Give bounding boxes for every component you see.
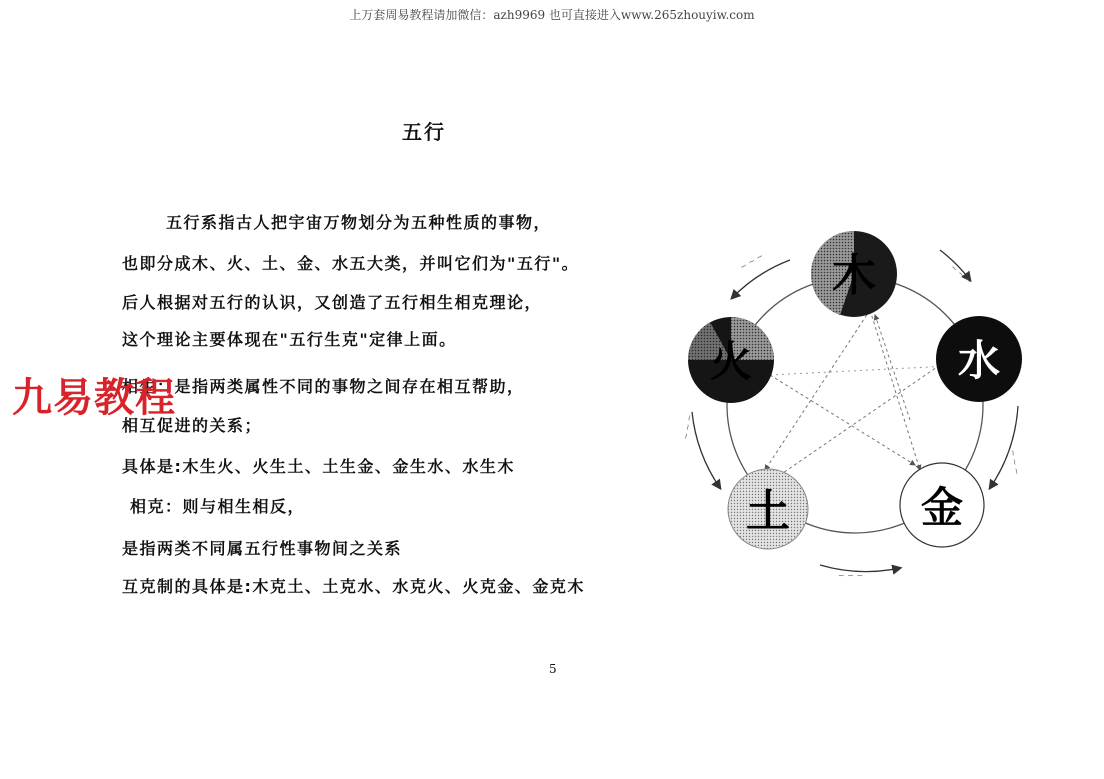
page-number: 5: [549, 662, 557, 676]
element-water: [936, 316, 1022, 402]
element-fire: [688, 317, 774, 403]
arrow-label-mark: ~ ~ ~: [1008, 448, 1022, 476]
outer-arrow: [692, 412, 720, 488]
header-note: 上万套周易教程请加微信：azh9969 也可直接进入www.265zhouyiw.com: [349, 8, 755, 22]
arrow-label-mark: ~ ~ ~: [681, 413, 695, 441]
control-line: [765, 310, 870, 470]
control-line: [780, 365, 940, 475]
paragraph-line: 这个理论主要体现在"五行生克"定律上面。: [122, 330, 457, 349]
control-line: [875, 315, 910, 420]
paragraph-line: 相克：则与相生相反，: [130, 497, 306, 516]
element-earth: [728, 469, 808, 549]
element-metal: [900, 463, 984, 547]
control-line: [870, 310, 920, 470]
metal-label: 金: [920, 483, 964, 532]
fire-label: 火: [709, 337, 753, 386]
water-label: 水: [957, 336, 1001, 385]
five-elements-diagram: [670, 220, 1050, 600]
paragraph-line: 具体是:木生火、火生土、土生金、金生水、水生木: [122, 457, 515, 476]
paragraph-line: 后人根据对五行的认识，又创造了五行相生相克理论，: [122, 293, 543, 312]
outer-arrow: [990, 406, 1018, 488]
watermark-logo: 九易教程: [12, 375, 176, 421]
paragraph-line: 也即分成木、火、土、金、水五大类，并叫它们为"五行"。: [122, 254, 580, 273]
paragraph-line: 相生：是指两类属性不同的事物之间存在相互帮助，: [122, 377, 525, 396]
arrow-label-mark: ~ ~ ~: [948, 262, 974, 286]
paragraph-line: 相互促进的关系；: [122, 416, 263, 435]
paragraph-line: 是指两类不同属五行性事物间之关系: [122, 539, 403, 558]
paragraph-line: 五行系指古人把宇宙万物划分为五种性质的事物，: [166, 213, 552, 232]
control-line: [770, 375, 915, 465]
paragraph-line: 互克制的具体是:木克土、土克水、水克火、火克金、金克木: [122, 577, 585, 596]
arrow-label-mark: ~ ~ ~: [738, 251, 765, 272]
arrow-label-mark: ~ ~ ~: [838, 571, 864, 580]
wood-label: 木: [832, 250, 876, 301]
page-title: 五行: [402, 120, 446, 144]
earth-label: 土: [746, 486, 790, 537]
element-wood: [811, 231, 897, 317]
